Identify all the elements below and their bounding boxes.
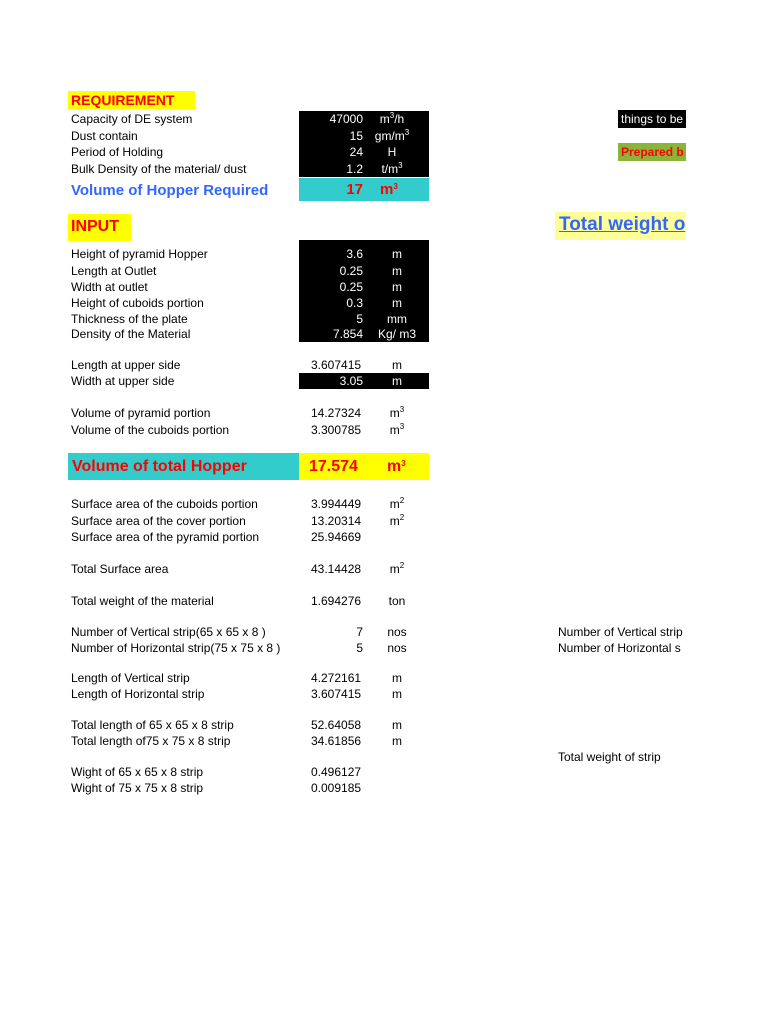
things-note: things to be	[621, 112, 684, 126]
bulk-density-unit: $t/m^3$	[381, 161, 403, 176]
upper-width-unit: m	[392, 374, 402, 388]
material-density-label: Density of the Material	[71, 327, 191, 341]
dust-contain-unit: $gm/m^3$	[374, 128, 410, 143]
outlet-length-value: 0.25	[339, 264, 363, 278]
upper-width-value: 3.05	[339, 374, 363, 388]
volume-required-value: 17	[346, 181, 363, 198]
cuboid-surface-unit: $m^2$	[389, 496, 405, 511]
pyramid-volume-label: Volume of pyramid portion	[71, 406, 211, 420]
total-length-75-value: 34.61856	[311, 734, 362, 748]
horizontal-strip-label: Number of Horizontal strip(75 x 75 x 8 )	[71, 641, 281, 655]
total-surface-unit: $m^2$	[389, 561, 405, 576]
right-horizontal-strip: Number of Horizontal s	[558, 641, 681, 655]
capacity-label: Capacity of DE system	[71, 112, 193, 126]
outlet-width-label: Width at outlet	[71, 280, 148, 294]
total-length-65-label: Total length of 65 x 65 x 8 strip	[71, 718, 234, 732]
dust-contain-label: Dust contain	[71, 129, 138, 143]
holding-period-value: 24	[349, 145, 363, 159]
weight-75-value: 0.009185	[311, 781, 362, 795]
upper-length-label: Length at upper side	[71, 358, 181, 372]
cover-surface-value: 13.20314	[311, 514, 362, 528]
dust-contain-value: 15	[349, 129, 363, 143]
volume-required-label: Volume of Hopper Required	[71, 182, 269, 199]
cuboid-volume-value: 3.300785	[311, 423, 362, 437]
weight-75-label: Wight of 75 x 75 x 8 strip	[71, 781, 204, 795]
horizontal-strip-length-unit: m	[392, 687, 402, 701]
total-surface-label: Total Surface area	[71, 562, 169, 576]
horizontal-strip-value: 5	[356, 641, 363, 655]
cover-surface-label: Surface area of the cover portion	[71, 514, 246, 528]
vertical-strip-length-label: Length of Vertical strip	[71, 671, 190, 685]
cuboid-height-unit: m	[392, 296, 402, 310]
total-hopper-value: 17.574	[309, 458, 358, 475]
outlet-length-unit: m	[392, 264, 402, 278]
pyramid-height-unit: m	[392, 247, 402, 261]
cover-surface-unit: $m^2$	[389, 513, 405, 528]
plate-thickness-label: Thickness of the plate	[71, 312, 188, 326]
pyramid-volume-unit: $m^3$	[389, 405, 405, 420]
total-weight-header: Total weight o	[559, 214, 686, 235]
total-length-65-unit: m	[392, 718, 402, 732]
total-weight-label: Total weight of the material	[71, 594, 214, 608]
plate-thickness-value: 5	[356, 312, 363, 326]
plate-thickness-unit: mm	[387, 312, 407, 326]
cuboid-height-value: 0.3	[346, 296, 363, 310]
vertical-strip-label: Number of Vertical strip(65 x 65 x 8 )	[71, 625, 266, 639]
total-length-75-unit: m	[392, 734, 402, 748]
pyramid-volume-value: 14.27324	[311, 406, 362, 420]
bulk-density-value: 1.2	[346, 162, 363, 176]
input-header: INPUT	[71, 218, 119, 235]
total-weight-header-box	[555, 212, 686, 240]
cuboid-surface-label: Surface area of the cuboids portion	[71, 497, 258, 511]
total-surface-value: 43.14428	[311, 562, 362, 576]
holding-period-label: Period of Holding	[71, 145, 164, 159]
volume-required-unit: $m^3$	[380, 181, 398, 198]
cuboid-volume-unit: $m^3$	[389, 422, 405, 437]
horizontal-strip-length-value: 3.607415	[311, 687, 362, 701]
bulk-density-label: Bulk Density of the material/ dust	[71, 162, 247, 176]
right-total-weight-strip: Total weight of strip	[558, 750, 661, 764]
pyramid-height-value: 3.6	[346, 247, 363, 261]
weight-65-value: 0.496127	[311, 765, 362, 779]
vertical-strip-value: 7	[356, 625, 363, 639]
total-length-65-value: 52.64058	[311, 718, 362, 732]
total-hopper-label: Volume of total Hopper	[72, 458, 247, 475]
upper-length-unit: m	[392, 358, 402, 372]
things-note-box	[618, 110, 686, 128]
capacity-value: 47000	[329, 112, 363, 126]
requirement-header: REQUIREMENT	[71, 92, 175, 108]
total-weight-unit: ton	[388, 594, 406, 608]
cuboid-volume-label: Volume of the cuboids portion	[71, 423, 230, 437]
cuboid-surface-value: 3.994449	[311, 497, 362, 511]
upper-width-label: Width at upper side	[71, 374, 175, 388]
total-weight-value: 1.694276	[311, 594, 362, 608]
vertical-strip-length-unit: m	[392, 671, 402, 685]
pyramid-surface-label: Surface area of the pyramid portion	[71, 530, 260, 544]
total-hopper-unit: $m^3$	[387, 458, 406, 475]
prepared-note: Prepared b	[621, 145, 684, 159]
pyramid-height-label: Height of pyramid Hopper	[71, 247, 208, 261]
material-density-unit: Kg/ m3	[377, 327, 416, 341]
weight-65-label: Wight of 65 x 65 x 8 strip	[71, 765, 204, 779]
holding-period-unit: H	[387, 145, 397, 159]
horizontal-strip-length-label: Length of Horizontal strip	[71, 687, 205, 701]
vertical-strip-length-value: 4.272161	[311, 671, 362, 685]
prepared-note-box	[618, 143, 686, 161]
outlet-width-value: 0.25	[339, 280, 363, 294]
upper-length-value: 3.607415	[311, 358, 362, 372]
capacity-unit: $m^3/h$	[379, 111, 405, 126]
total-length-75-label: Total length of75 x 75 x 8 strip	[71, 734, 231, 748]
vertical-strip-unit: nos	[387, 625, 407, 639]
pyramid-surface-value: 25.94669	[311, 530, 362, 544]
material-density-value: 7.854	[332, 327, 363, 341]
horizontal-strip-unit: nos	[387, 641, 407, 655]
right-vertical-strip: Number of Vertical strip	[558, 625, 683, 639]
outlet-width-unit: m	[392, 280, 402, 294]
outlet-length-label: Length at Outlet	[71, 264, 157, 278]
cuboid-height-label: Height of cuboids portion	[71, 296, 204, 310]
